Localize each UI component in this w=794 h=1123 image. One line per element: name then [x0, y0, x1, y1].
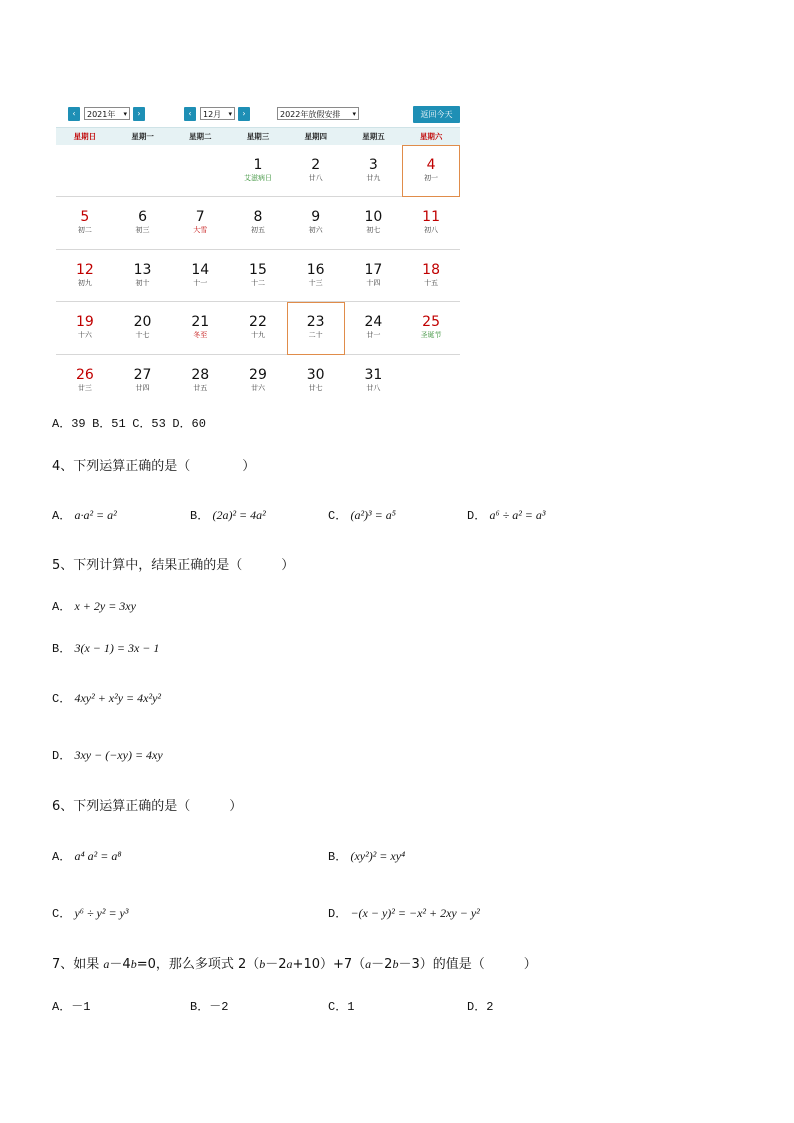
day-number: 25	[422, 314, 440, 331]
q5-option-a-expr: x + 2y = 3xy	[74, 599, 136, 613]
day-number: 17	[364, 261, 383, 278]
q7-stem-prefix: 7、如果	[52, 957, 104, 972]
calendar-day-17[interactable]	[345, 250, 403, 302]
q4-option-c	[328, 506, 396, 523]
q7-var-a: a	[365, 957, 372, 971]
lunar-date: 初二	[77, 226, 92, 235]
lunar-date: 廿八	[366, 383, 381, 392]
lunar-date: 初十	[135, 278, 150, 287]
weekday-header	[56, 127, 460, 145]
q4-option-b-expr: (2a)² = 4a²	[212, 508, 266, 522]
day-number: 29	[249, 366, 267, 383]
lunar-date: 十二	[250, 278, 265, 287]
q3-option-c: C．53	[132, 417, 166, 431]
q4-option-d	[467, 506, 546, 523]
q5-option-d-expr: 3xy − (−xy) = 4xy	[74, 748, 163, 762]
q6-option-a-label: A．	[52, 850, 72, 864]
day-number: 1	[253, 157, 263, 173]
lunar-date: 初一	[424, 174, 439, 182]
calendar-day-20[interactable]	[114, 302, 172, 354]
calendar-day-10[interactable]	[345, 197, 403, 249]
q6-option-a	[52, 847, 122, 864]
q7-option-d	[467, 997, 493, 1014]
lunar-date: 十四	[366, 278, 381, 287]
calendar-grid	[56, 145, 460, 407]
calendar-day-9[interactable]	[287, 197, 345, 249]
day-number: 8	[253, 209, 263, 226]
lunar-date: 初八	[424, 226, 439, 235]
calendar-day-3[interactable]	[345, 145, 403, 197]
q4-option-a	[52, 506, 117, 523]
q4-option-c-label: C．	[328, 509, 348, 523]
q7-var-a: a	[103, 957, 110, 971]
lunar-date: 十六	[77, 331, 92, 340]
q4-stem: 4、下列运算正确的是（ ）	[52, 459, 256, 474]
month-select[interactable]	[200, 107, 235, 120]
lunar-date: 二十	[308, 331, 323, 340]
q6-option-c-label: C．	[52, 907, 72, 921]
calendar-day-empty	[402, 355, 460, 407]
q6-option-d-expr: −(x − y)² = −x² + 2xy − y²	[350, 906, 480, 920]
q6-option-b-expr: (xy²)² = xy⁴	[350, 849, 406, 863]
q4-option-b-label: B．	[190, 509, 210, 523]
lunar-date: 十一	[193, 278, 208, 287]
calendar-day-24[interactable]	[345, 302, 403, 354]
q7-option-a-label: A．－1	[52, 1000, 91, 1014]
calendar-day-29[interactable]	[229, 355, 287, 407]
q4-option-a-expr: a·a² = a²	[74, 508, 117, 522]
q3-option-a: A．39	[52, 417, 86, 431]
calendar-day-28[interactable]	[171, 355, 229, 407]
lunar-date: 十三	[308, 278, 323, 287]
calendar-day-1[interactable]	[229, 145, 287, 197]
calendar-day-21[interactable]	[171, 302, 229, 354]
lunar-date: 初三	[135, 226, 150, 235]
calendar-day-26[interactable]	[56, 355, 114, 407]
chevron-down-icon: ▾	[228, 110, 232, 118]
q7-option-c-label: C．1	[328, 1000, 355, 1014]
chevron-down-icon: ▾	[123, 110, 127, 118]
month-select-value: 12月	[203, 110, 222, 119]
lunar-date: 十九	[250, 331, 265, 340]
q7-stem-suffix: －3）的值是（ ）	[398, 957, 537, 972]
calendar-day-25[interactable]	[402, 302, 460, 354]
q6-stem: 6、下列运算正确的是（ ）	[52, 799, 243, 814]
q5-option-a	[52, 597, 136, 614]
lunar-date: 十五	[424, 278, 439, 287]
day-number: 13	[133, 261, 152, 278]
q6-option-d-label: D．	[328, 907, 348, 921]
calendar-day-16[interactable]	[287, 250, 345, 302]
q3-option-b: B．51	[92, 417, 126, 431]
q5-option-b-label: B．	[52, 642, 72, 656]
lunar-date: 初六	[308, 226, 323, 235]
q6-option-b-label: B．	[328, 850, 348, 864]
q7-option-c	[328, 997, 354, 1014]
weekday-sunday: 星期日	[73, 132, 97, 141]
q7-option-a	[52, 997, 90, 1014]
q7-stem-part: －2	[371, 957, 393, 972]
q6-option-c-expr: y⁶ ÷ y² = y³	[74, 906, 129, 920]
calendar-day-14[interactable]	[171, 250, 229, 302]
q7-var-b: b	[392, 957, 399, 971]
q7-option-d-label: D．2	[467, 1000, 494, 1014]
day-number: 7	[195, 209, 205, 226]
lunar-date: 廿七	[308, 383, 323, 392]
weekday-saturday: 星期六	[419, 132, 443, 141]
calendar-day-empty	[114, 145, 172, 197]
lunar-date: 艾滋病日	[243, 174, 272, 182]
calendar-day-empty	[56, 145, 114, 197]
day-number: 28	[191, 366, 210, 383]
chevron-down-icon: ▾	[352, 110, 356, 118]
holiday-select-value: 2022年放假安排	[280, 110, 341, 119]
q7-stem-part: +10）+7（	[292, 957, 366, 972]
calendar-day-31[interactable]	[345, 355, 403, 407]
day-number: 14	[191, 261, 210, 278]
q3-option-d: D．60	[172, 417, 206, 431]
lunar-date: 大雪	[193, 226, 208, 235]
calendar-day-2[interactable]	[287, 145, 345, 197]
day-number: 2	[311, 157, 321, 173]
q5-option-b-expr: 3(x − 1) = 3x − 1	[74, 641, 160, 655]
lunar-date: 廿八	[308, 174, 323, 182]
q7-var-a: a	[286, 957, 293, 971]
q7-option-b-label: B．－2	[190, 1000, 229, 1014]
lunar-date: 圣诞节	[420, 331, 442, 340]
calendar-day-12[interactable]	[56, 250, 114, 302]
lunar-date: 初五	[250, 226, 265, 235]
day-number: 5	[80, 209, 90, 226]
day-number: 11	[422, 209, 440, 226]
day-number: 24	[364, 314, 383, 331]
q7-stem-part: －2	[265, 957, 287, 972]
day-number: 15	[249, 261, 267, 278]
q3-options	[52, 414, 206, 431]
calendar-day-13[interactable]	[114, 250, 172, 302]
calendar-day-22[interactable]	[229, 302, 287, 354]
q5-option-d-label: D．	[52, 749, 72, 763]
calendar-day-6[interactable]	[114, 197, 172, 249]
day-number: 21	[191, 314, 210, 331]
day-number: 27	[133, 366, 152, 383]
year-select[interactable]	[84, 107, 130, 120]
prev-month-button[interactable]: ‹	[184, 107, 196, 121]
day-number: 23	[306, 314, 325, 331]
day-number: 20	[133, 314, 152, 331]
q7-var-b: b	[259, 957, 266, 971]
lunar-date: 廿六	[250, 383, 265, 392]
calendar-day-23[interactable]	[287, 302, 345, 354]
day-number: 3	[368, 157, 378, 173]
year-select-value: 2021年	[87, 110, 116, 119]
q4-option-c-expr: (a²)³ = a⁵	[350, 508, 396, 522]
calendar-day-empty	[171, 145, 229, 197]
day-number: 16	[306, 261, 325, 278]
day-number: 9	[311, 209, 321, 226]
q5-option-c	[52, 689, 161, 706]
day-number: 4	[426, 157, 436, 173]
q7-var-b: b	[130, 957, 137, 971]
q7-stem-part: －4	[109, 957, 131, 972]
day-number: 18	[422, 261, 440, 278]
q6-option-b	[328, 847, 405, 864]
day-number: 30	[306, 366, 325, 383]
next-month-button[interactable]: ›	[238, 107, 250, 121]
prev-year-button[interactable]: ‹	[68, 107, 80, 121]
lunar-date: 初九	[77, 278, 92, 287]
q6-option-c	[52, 904, 128, 921]
q6-option-a-expr: a⁴ a² = a⁸	[74, 849, 122, 863]
lunar-date: 廿九	[366, 174, 381, 182]
calendar-day-27[interactable]	[114, 355, 172, 407]
calendar-day-15[interactable]	[229, 250, 287, 302]
weekday-friday: 星期五	[362, 132, 385, 141]
day-number: 31	[364, 366, 383, 383]
calendar-day-5[interactable]	[56, 197, 114, 249]
today-button[interactable]: 返回今天	[413, 106, 460, 123]
calendar-day-18[interactable]	[402, 250, 460, 302]
q7-stem	[52, 953, 537, 972]
weekday-monday: 星期一	[131, 132, 154, 141]
day-number: 12	[75, 261, 94, 278]
q5-stem: 5、下列计算中，结果正确的是（ ）	[52, 558, 295, 573]
q7-stem-part: =0，那么多项式 2（	[136, 957, 260, 972]
calendar-toolbar	[68, 106, 460, 124]
lunar-date: 廿三	[77, 383, 92, 392]
calendar-day-7[interactable]	[171, 197, 229, 249]
weekday-tuesday: 星期二	[189, 132, 212, 141]
calendar-day-11[interactable]	[402, 197, 460, 249]
lunar-date: 冬至	[193, 331, 208, 340]
holiday-select[interactable]	[277, 107, 359, 120]
day-number: 22	[249, 314, 267, 331]
q5-option-c-label: C．	[52, 692, 72, 706]
lunar-date: 廿四	[135, 383, 150, 392]
q5-option-d	[52, 746, 163, 763]
calendar	[56, 106, 460, 407]
q5-option-b	[52, 639, 159, 656]
day-number: 26	[75, 366, 94, 383]
calendar-day-19[interactable]	[56, 302, 114, 354]
lunar-date: 初七	[366, 226, 381, 235]
day-number: 10	[364, 209, 383, 226]
weekday-thursday: 星期四	[304, 132, 327, 141]
q4-option-b	[190, 506, 266, 523]
q7-option-b	[190, 997, 228, 1014]
calendar-day-4[interactable]	[402, 145, 460, 197]
weekday-wednesday: 星期三	[246, 132, 270, 141]
day-number: 19	[75, 314, 94, 331]
calendar-day-8[interactable]	[229, 197, 287, 249]
calendar-day-30[interactable]	[287, 355, 345, 407]
next-year-button[interactable]: ›	[133, 107, 145, 121]
lunar-date: 廿一	[366, 331, 381, 340]
q5-option-a-label: A．	[52, 600, 72, 614]
q4-option-d-label: D．	[467, 509, 487, 523]
day-number: 6	[138, 209, 148, 226]
q5-option-c-expr: 4xy² + x²y = 4x²y²	[74, 691, 161, 705]
q4-option-a-label: A．	[52, 509, 72, 523]
q4-option-d-expr: a⁶ ÷ a² = a³	[489, 508, 546, 522]
lunar-date: 十七	[135, 331, 150, 340]
q6-option-d	[328, 904, 480, 921]
lunar-date: 廿五	[193, 383, 208, 392]
